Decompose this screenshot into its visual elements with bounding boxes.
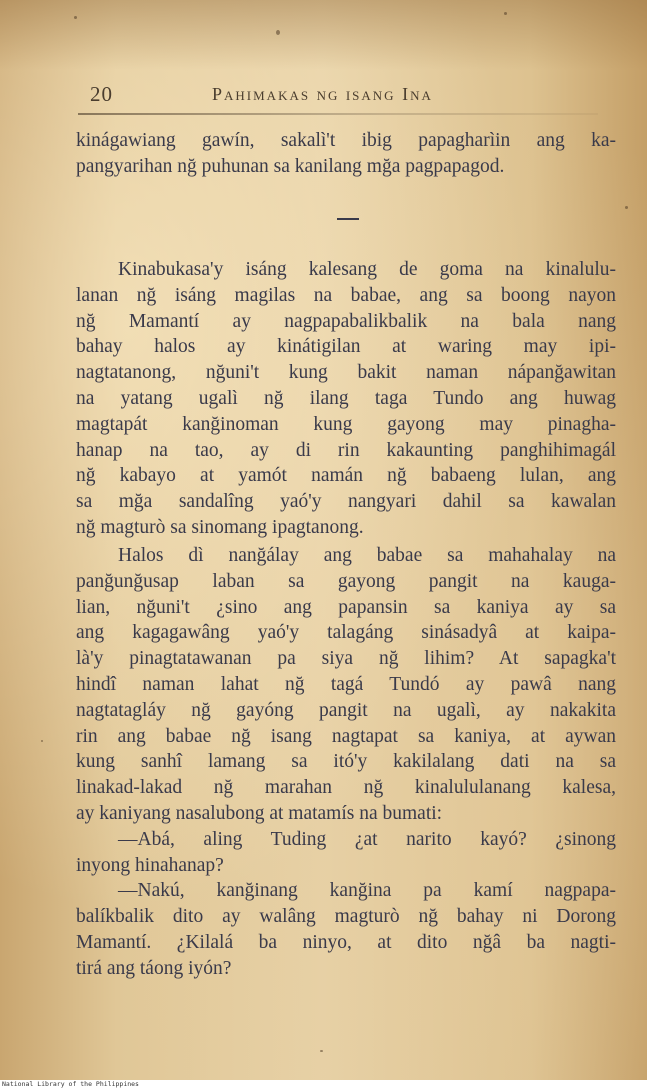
text-line: hindî naman lahat nğ tagá Tundó ay pawâ nang xyxy=(76,673,616,695)
paragraph-continuation xyxy=(76,128,616,180)
text-line: nagtatagláy nğ gayóng pangit na ugalì, ay nakakita xyxy=(76,699,616,721)
page-number: 20 xyxy=(90,82,113,106)
paper-speck xyxy=(625,206,628,209)
page-top-shadow xyxy=(0,0,647,70)
text-line: rin ang babae nğ isang nagtapat sa kaniya, at aywan xyxy=(76,725,616,747)
dialogue-line: Mamantí. ¿Kilalá ba ninyo, at dito nğâ ba nagti- xyxy=(76,931,616,953)
text-line: kinágawiang gawín, sakalì't ibig papagharìin ang ka- xyxy=(76,130,616,151)
page-header xyxy=(90,82,480,108)
text-line: bahay halos ay kinátigilan at waring may ipi- xyxy=(76,336,616,358)
text-line: nğ kabayo at yamót namán nğ babaeng lulan, ang xyxy=(76,465,616,487)
text-line: là'y pinagtatawanan pa siya nğ lihim? At sapagka't xyxy=(76,648,616,670)
dialogue-line: —Abá, aling Tuding ¿at narito kayó? ¿sinong xyxy=(118,828,616,850)
paper-speck xyxy=(74,16,77,19)
text-line: nğ Mamantí ay nagpapabalikbalik na bala nang xyxy=(76,310,616,332)
text-line: Kinabukasa'y isáng kalesang de goma na kinalulu- xyxy=(118,259,616,280)
paper-speck xyxy=(320,1050,323,1052)
text-line: lian, nğuni't ¿sino ang papansin sa kaniya ay sa xyxy=(76,596,616,618)
text-line: kung sanhî lamang sa itó'y kakilalang dati na sa xyxy=(76,751,616,773)
paper-speck xyxy=(41,740,43,742)
text-line: nğ magturò sa sinomang ipagtanong. xyxy=(76,516,364,538)
paragraph-kinabukasan xyxy=(76,257,616,541)
paragraph-halos xyxy=(76,543,616,982)
dialogue-line: balíkbalik dito ay walâng magturò nğ bahay ni Dorong xyxy=(76,906,616,928)
section-separator xyxy=(337,218,359,220)
text-line: ay kaniyang nasalubong at matamís na bumati: xyxy=(76,802,443,824)
paper-speck xyxy=(276,30,280,35)
paper-speck xyxy=(504,12,507,15)
text-line: linakad-lakad nğ marahan nğ kinalululanang kalesa, xyxy=(76,777,616,799)
header-rule xyxy=(78,113,598,115)
text-line: ang kagagawâng yaó'y talagáng sinásadyâ at kaipa- xyxy=(76,622,616,644)
text-line: na yatang ugalì nğ ilang taga Tundo ang huwag xyxy=(76,387,616,409)
text-line: sa mğa sandalîng yaó'y nangyari dahil sa kawalan xyxy=(76,491,616,513)
text-line: magtapát kanğinoman kung gayong may pinagha- xyxy=(76,413,616,435)
dialogue-line: —Nakú, kanğinang kanğina pa kamí nagpapa- xyxy=(118,880,616,902)
text-line: Halos dì nanğálay ang babae sa mahahalay na xyxy=(118,545,616,566)
running-title: Pahimakas ng isang Ina xyxy=(212,84,433,104)
text-line: panğunğusap laban sa gayong pangit na kauga- xyxy=(76,570,616,592)
library-watermark: National Library of the Philippines xyxy=(2,1080,139,1088)
dialogue-line: tirá ang táong iyón? xyxy=(76,957,232,979)
text-line: nagtatanong, nğuni't kung bakit naman nápanğawitan xyxy=(76,362,616,384)
dialogue-line: inyong hinahanap? xyxy=(76,854,224,876)
text-line: lanan nğ isáng magilas na babae, ang sa boong nayon xyxy=(76,284,616,306)
text-line: hanap na tao, ay di rin kakaunting panghihimagál xyxy=(76,439,616,461)
text-line: pangyarihan nğ puhunan sa kanilang mğa pagpapagod. xyxy=(76,155,505,177)
